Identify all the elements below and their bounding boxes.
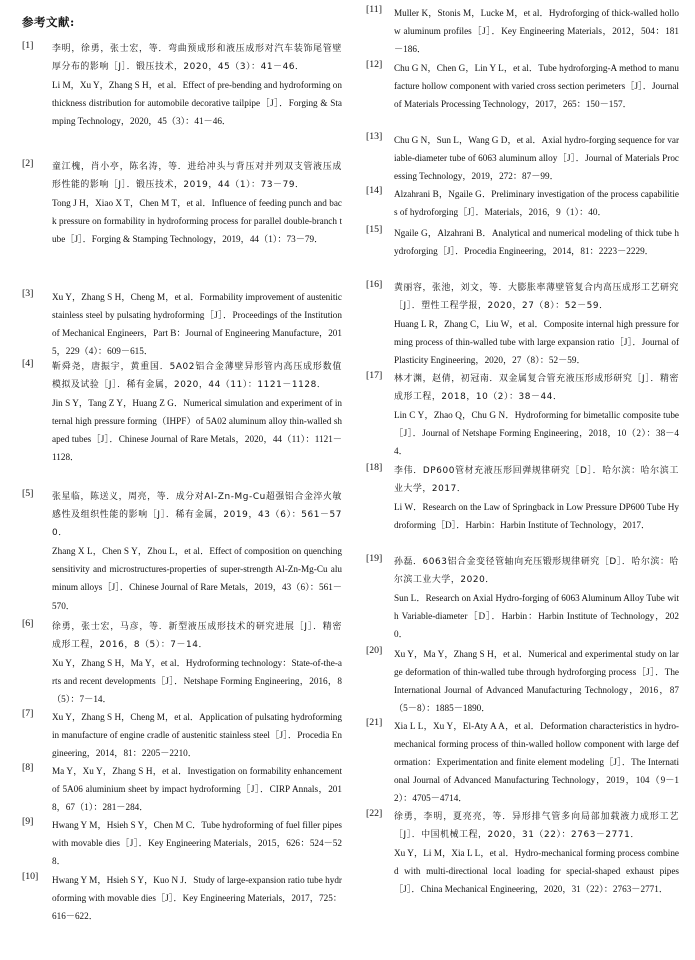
reference-body bbox=[394, 370, 679, 460]
reference-text-english: Hwang Y M，Hsieh S Y，Kuo N J．Study of large-expansion ratio tube hydroforming with movable dies［J］．Key Engineering Materials，2017，725：616－622． bbox=[52, 875, 342, 922]
reference-text-chinese: 靳舜尧，唐振宇，黄重国．5A02铝合金薄壁异形管内高压成形数值模拟及试验［J］．稀有金属，2020，44（11）：1121－1128． bbox=[52, 362, 342, 391]
reference-text-chinese: 林才渊，赵倩，初冠南．双金属复合管充液压形成形研究［J］．精密成形工程，2018，10（2）：38－44． bbox=[394, 374, 679, 403]
reference-body bbox=[394, 131, 679, 185]
reference-body bbox=[52, 816, 342, 870]
reference-number: [11] bbox=[366, 4, 382, 15]
reference-number: [4] bbox=[22, 358, 34, 369]
reference-text-english: Alzahrani B，Ngaile G．Preliminary investigation of the process capabilities of hydroforging［J］．Materials，2016，9（1）：40． bbox=[394, 189, 679, 218]
reference-body bbox=[394, 4, 679, 58]
reference-number: [5] bbox=[22, 488, 34, 499]
reference-text-chinese: 黄丽容，张池，刘文，等．大膨胀率薄壁管复合内高压成形工艺研究［J］．塑性工程学报，2020，27（8）：52－59． bbox=[394, 283, 679, 312]
reference-body bbox=[52, 158, 342, 248]
reference-body bbox=[52, 762, 342, 816]
reference-text-english: Xu Y，Zhang S H，Cheng M，et al．Formability improvement of austenitic stainless steel by pulsating hydroforming［J］．Proceedings of the Institution of Mechanical Engineers，Part B：Journal of Engineering Manufacture，2015，229（4）：609－615． bbox=[52, 292, 342, 357]
reference-text-english: Sun L．Research on Axial Hydro-forging of 6063 Aluminum Alloy Tube with Variable-diameter［D］．Harbin：Harbin Institute of Technology，2020． bbox=[394, 593, 679, 640]
reference-body bbox=[394, 808, 679, 898]
reference-body bbox=[394, 553, 679, 643]
reference-text-english: Chu G N，Chen G，Lin Y L，et al．Tube hydroforging-A method to manufacture hollow component with varied cross section perimeters［J］．Journal of Materials Processing Technology，2017，265：150－157． bbox=[394, 63, 679, 110]
reference-text-english: Ma Y，Xu Y，Zhang S H，et al．Investigation on formability enhancement of 5A06 aluminium sheet by impact hydroforming［J］．CIRP Annals，2018，67（1）：281－284． bbox=[52, 766, 342, 813]
reference-text-english: Chu G N，Sun L，Wang G D，et al．Axial hydro-forging sequence for variable-diameter tube of 6063 aluminum alloy［J］．Journal of Materials Processing Technology，2019，272：87－99． bbox=[394, 135, 679, 182]
reference-text-english: Jin S Y，Tang Z Y，Huang Z G．Numerical simulation and experiment of internal high pressure forming（IHPF）of 5A02 aluminum alloy thin-walled shaped tubes［J］．Chinese Journal of Rare Metals，2020，44（11）：1121－1128． bbox=[52, 398, 342, 463]
reference-text-english: Xu Y，Li M，Xia L L，et al．Hydro-mechanical forming process combined with multi-directional local loading for special-shaped exhaust pipes［J］．China Mechanical Engineering，2020，31（22）：2763－2771． bbox=[394, 848, 679, 895]
reference-number: [9] bbox=[22, 816, 34, 827]
reference-body bbox=[394, 224, 679, 260]
reference-body bbox=[394, 59, 679, 113]
reference-text-english: Li M，Xu Y，Zhang S H，et al．Effect of pre-bending and hydroforming on thickness distribution for automobile decorative tailpipe［J］．Forging & Stamping Technology，2020，45（3）：41－46． bbox=[52, 80, 342, 127]
reference-text-english: Li W．Research on the Law of Springback in Low Pressure DP600 Tube Hydroforming［D］．Harbin：Harbin Institute of Technology，2017． bbox=[394, 502, 679, 531]
reference-number: [15] bbox=[366, 224, 383, 235]
reference-number: [6] bbox=[22, 618, 34, 629]
reference-text-chinese: 张星临，陈送义，周亮，等．成分对Al-Zn-Mg-Cu超强铝合金淬火敏感性及组织性能的影响［J］．稀有金属，2019，43（6）：561－570． bbox=[52, 492, 342, 539]
reference-number: [20] bbox=[366, 645, 383, 656]
reference-number: [17] bbox=[366, 370, 383, 381]
reference-text-english: Huang L R，Zhang C，Liu W，et al．Composite internal high pressure forming process of thin-walled tube with large expansion ratio［J］．Journal of Plasticity Engineering，2020，27（8）：52－59． bbox=[394, 319, 679, 366]
reference-body bbox=[394, 279, 679, 369]
reference-body bbox=[52, 618, 342, 708]
reference-body bbox=[52, 288, 342, 360]
reference-number: [14] bbox=[366, 185, 383, 196]
reference-body bbox=[394, 185, 679, 221]
reference-body bbox=[52, 40, 342, 130]
reference-number: [1] bbox=[22, 40, 34, 51]
reference-text-english: Xu Y，Zhang S H，Cheng M，et al．Application of pulsating hydroforming in manufacture of engine cradle of austenitic stainless steel［J］．Procedia Engineering，2014，81：2205－2210． bbox=[52, 712, 342, 759]
reference-text-chinese: 李明，徐勇，张士宏，等．弯曲预成形和液压成形对汽车装饰尾管壁厚分布的影响［J］．锻压技术，2020，45（3）：41－46． bbox=[52, 44, 342, 73]
reference-body bbox=[394, 717, 679, 807]
reference-number: [8] bbox=[22, 762, 34, 773]
reference-body bbox=[394, 645, 679, 717]
reference-body bbox=[52, 488, 342, 615]
reference-text-english: Xu Y，Zhang S H，Ma Y，et al．Hydroforming technology：State-of-the-arts and recent developments［J］．Netshape Forming Engineering，2016，8（5）：7－14． bbox=[52, 658, 342, 705]
reference-text-english: Xu Y，Ma Y，Zhang S H，et al．Numerical and experimental study on large deformation of thin-walled tube through hydroforging process［J］．The International Journal of Advanced Manufacturing Technology，2016，87（5－8）：1885－1890． bbox=[394, 649, 679, 714]
reference-text-chinese: 童江槐，肖小亭，陈名涛，等．进给冲头与背压对并列双支管液压成形性能的影响［J］．锻压技术，2019，44（1）：73－79． bbox=[52, 162, 342, 191]
reference-number: [22] bbox=[366, 808, 383, 819]
reference-number: [2] bbox=[22, 158, 34, 169]
reference-text-chinese: 徐勇，李明，夏亮亮，等．异形排气管多向局部加载液力成形工艺［J］．中国机械工程，2020，31（22）：2763－2771． bbox=[394, 812, 679, 841]
reference-number: [7] bbox=[22, 708, 34, 719]
reference-number: [18] bbox=[366, 462, 383, 473]
reference-text-english: Hwang Y M，Hsieh S Y，Chen M C．Tube hydroforming of fuel filler pipes with movable dies［J］．Key Engineering Materials，2015，626：524－528． bbox=[52, 820, 342, 867]
reference-number: [21] bbox=[366, 717, 383, 728]
reference-body bbox=[52, 708, 342, 762]
reference-text-english: Muller K，Stonis M，Lucke M，et al．Hydroforging of thick-walled hollow aluminum profiles［J］．Key Engineering Materials，2012，504：181－186． bbox=[394, 8, 679, 55]
reference-number: [13] bbox=[366, 131, 383, 142]
reference-text-chinese: 徐勇，张士宏，马彦，等．新型液压成形技术的研究进展［J］．精密成形工程，2016，8（5）：7－14． bbox=[52, 622, 342, 651]
reference-body bbox=[52, 871, 342, 925]
reference-text-chinese: 孙磊．6063铝合金变径管轴向充压锻形规律研究［D］．哈尔滨：哈尔滨工业大学，2020． bbox=[394, 557, 679, 586]
reference-number: [10] bbox=[22, 871, 39, 882]
reference-text-english: Xia L L，Xu Y，El-Aty A A，et al．Deformation characteristics in hydro-mechanical forming process of thin-walled hollow component with large deformation：Experimentation and finite element modeling［J］．The International Journal of Advanced Manufacturing Technology，2019，104（9－12）：4705－4714． bbox=[394, 721, 679, 804]
reference-number: [12] bbox=[366, 59, 383, 70]
reference-number: [3] bbox=[22, 288, 34, 299]
references-heading: 参考文献: bbox=[22, 15, 75, 29]
reference-text-english: Lin C Y，Zhao Q，Chu G N．Hydroforming for bimetallic composite tube［J］．Journal of Netshape Forming Engineering，2018，10（2）：38－44． bbox=[394, 410, 679, 457]
reference-body bbox=[52, 358, 342, 467]
reference-number: [19] bbox=[366, 553, 383, 564]
reference-text-english: Zhang X L，Chen S Y，Zhou L，et al．Effect of composition on quenching sensitivity and microstructures-properties of super-strength Al-Zn-Mg-Cu aluminum alloys［J］．Chinese Journal of Rare Metals，2019，43（6）：561－570． bbox=[52, 546, 342, 611]
reference-number: [16] bbox=[366, 279, 383, 290]
reference-body bbox=[394, 462, 679, 534]
reference-text-english: Ngaile G，Alzahrani B．Analytical and numerical modeling of thick tube hydroforging［J］．Procedia Engineering，2014，81：2223－2229． bbox=[394, 228, 679, 257]
reference-text-chinese: 李伟．DP600管材充液压形回弹规律研究［D］．哈尔滨：哈尔滨工业大学，2017． bbox=[394, 466, 679, 495]
reference-text-english: Tong J H，Xiao X T，Chen M T，et al．Influence of feeding punch and back pressure on formability in hydroforming process for parallel double-branch tube［J］．Forging & Stamping Technology，2019，44（1）：73－79． bbox=[52, 198, 342, 245]
